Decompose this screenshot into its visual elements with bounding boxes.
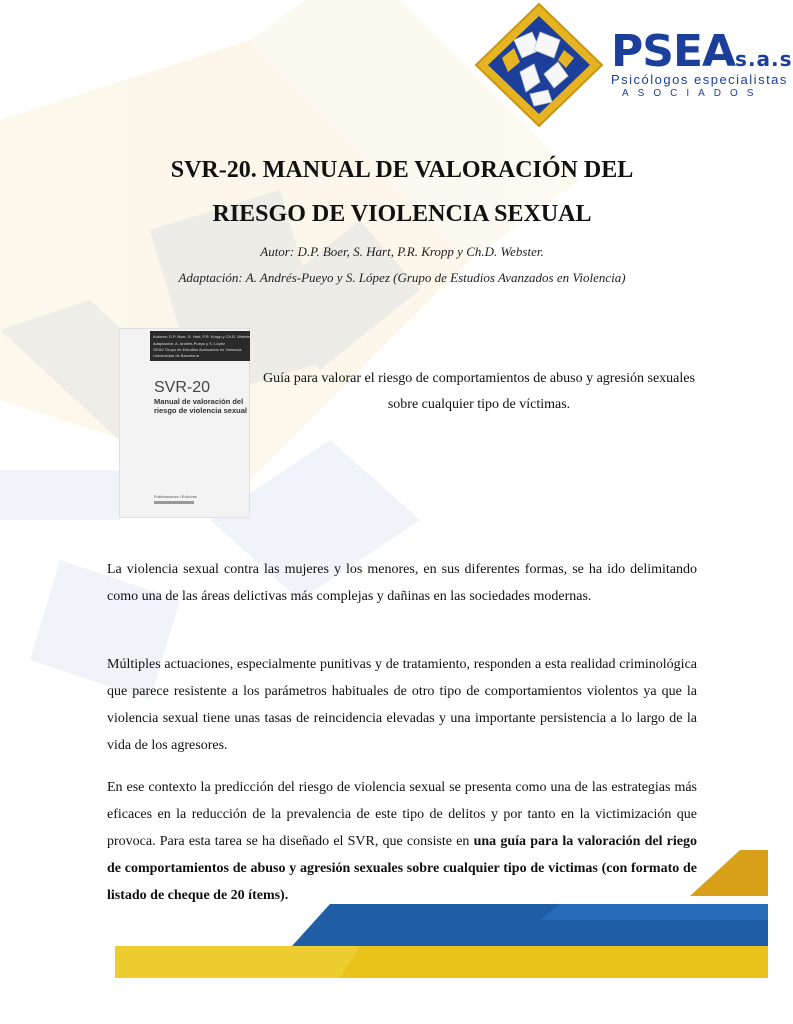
- book-cover-title: SVR-20: [154, 379, 211, 396]
- brand-wordmark: [611, 26, 793, 77]
- page-title-line-2: RIESGO DE VIOLENCIA SEXUAL: [212, 201, 592, 227]
- book-cover-subtitle: Manual de valoración del riesgo de violencia sexual: [154, 397, 247, 415]
- book-cover-image: [119, 328, 250, 518]
- company-logo: [474, 2, 793, 128]
- guide-description: Guía para valorar el riesgo de comportamientos de abuso y agresión sexuales sobre cualquier tipo de víctimas.: [263, 371, 695, 412]
- paragraph-3: [107, 774, 697, 909]
- adaptation-credit: Adaptación: A. Andrés-Pueyo y S. López (Grupo de Estudios Avanzados en Violencia): [178, 270, 626, 285]
- paragraph-3-text: En ese contexto la predicción del riesgo de violencia sexual se presenta como una de las estrategias más eficaces en la reducción de la prevalencia de este tipo de delitos y por tanto en la victimización que provoca. Para esta tarea se ha diseñado el SVR, que consiste en: [107, 780, 697, 849]
- brand-name: PSEA: [611, 26, 736, 77]
- book-cover-publisher: Publicaciones i Edicions: [154, 494, 197, 499]
- paragraph-1: La violencia sexual contra las mujeres y los menores, en sus diferentes formas, se ha ido delimitando como una de las áreas delictivas más complejas y dañinas en las sociedades modernas.: [107, 562, 697, 604]
- brand-suffix: s.a.s: [735, 47, 793, 71]
- book-cover-university: Universidad de Barcelona: [153, 353, 199, 358]
- author-credit: Autor: D.P. Boer, S. Hart, P.R. Kropp y Ch.D. Webster.: [260, 244, 544, 259]
- book-cover-group: GEAV Grupo de Estudios Avanzados en Violencia: [153, 347, 242, 352]
- book-cover-barcode: [154, 501, 194, 504]
- brand-tagline-2: ASOCIADOS: [622, 88, 763, 99]
- brand-tagline: Psicólogos especialistas: [611, 72, 788, 87]
- paragraph-3-emphasis: una guía para la valoración del riego de comportamientos de abuso y agresión sexuales sobre cualquier tipo de victimas (con formato de listado de cheque de 20 ítems).: [107, 834, 698, 903]
- paragraph-2: Múltiples actuaciones, especialmente punitivas y de tratamiento, responden a esta realidad criminológica que parece resistente a los parámetros habituales de otro tipo de comportamientos violentos ya que la violencia sexual tiene unas tasas de reincidencia elevadas y una importante persistencia a lo largo de la vida de los agresores.: [107, 657, 697, 753]
- book-cover-adaptation: Adaptación: A. Andrés-Pueyo y S. López: [153, 341, 226, 346]
- book-cover-authors: Autores: D.P. Boer, S. Hart, P.R. Kropp y Ch.D. Webster: [153, 334, 252, 339]
- psea-diamond-logo-icon: [474, 2, 604, 128]
- page-title-line-1: SVR-20. MANUAL DE VALORACIÓN DEL: [170, 157, 634, 183]
